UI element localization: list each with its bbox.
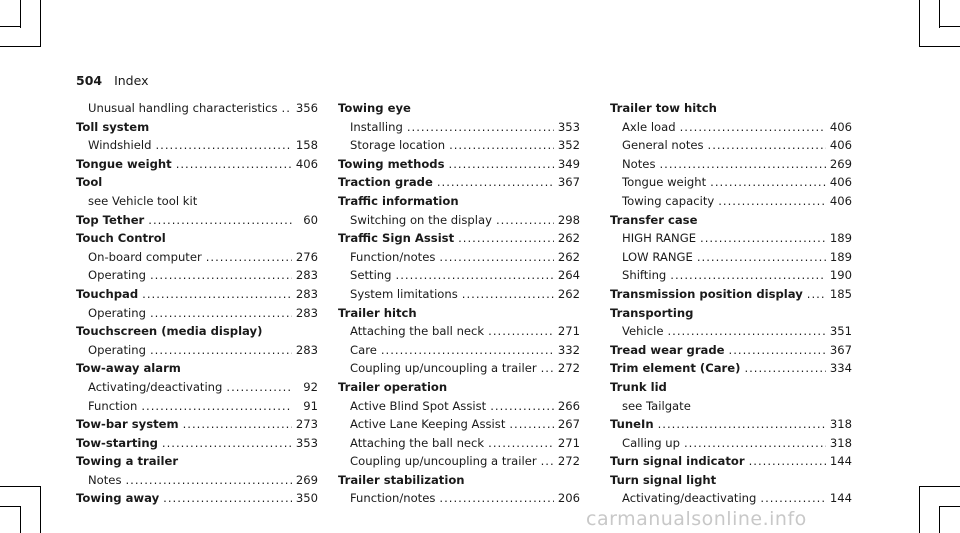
page-reference[interactable]: 406 <box>829 138 852 153</box>
index-subentry <box>76 304 318 323</box>
page-reference[interactable]: 349 <box>557 156 580 171</box>
dot-leader <box>163 489 292 508</box>
entry-label: Traction grade <box>338 175 433 190</box>
page-reference[interactable]: 283 <box>295 342 318 357</box>
entry-label: Calling up <box>622 435 680 450</box>
index-entry <box>76 434 318 453</box>
see-reference-text: see Tailgate <box>622 398 691 413</box>
index-entry <box>610 359 852 378</box>
dot-leader <box>396 266 554 285</box>
watermark: carmanualsonline.info <box>586 508 807 530</box>
index-entry <box>610 415 852 434</box>
entry-label: Storage location <box>350 138 446 153</box>
dot-leader <box>490 397 554 416</box>
page-reference[interactable]: 352 <box>557 138 580 153</box>
index-column-3 <box>610 99 852 508</box>
dot-leader <box>150 304 292 323</box>
index-heading <box>76 452 318 471</box>
page-reference[interactable]: 356 <box>295 101 318 115</box>
dot-leader <box>150 341 292 360</box>
index-subentry <box>76 397 318 416</box>
section-title: Index <box>114 73 149 88</box>
page-reference[interactable]: 283 <box>295 305 318 320</box>
entry-label: Tongue weight <box>622 175 707 190</box>
entry-label: Coupling up/uncoupling a trailer <box>350 361 537 376</box>
dot-leader <box>729 341 826 360</box>
page-reference[interactable]: 353 <box>295 435 318 450</box>
entry-label: Switching on the display <box>350 212 492 227</box>
index-entry <box>338 155 580 174</box>
page-reference[interactable]: 298 <box>557 212 580 227</box>
dot-leader <box>760 489 825 508</box>
dot-leader <box>680 118 826 137</box>
page-reference[interactable]: 332 <box>557 342 580 357</box>
entry-label: System limitations <box>350 286 458 301</box>
index-heading-label: Transporting <box>610 305 694 320</box>
page-reference[interactable]: 144 <box>829 454 852 469</box>
index-subentry <box>338 341 580 360</box>
index-entry <box>76 211 318 230</box>
entry-label: Activating/deactivating <box>622 491 757 506</box>
entry-label: Notes <box>88 472 122 487</box>
crop-mark <box>40 0 41 47</box>
dot-leader <box>439 248 553 267</box>
page-reference[interactable]: 406 <box>829 175 852 190</box>
index-entry <box>76 285 318 304</box>
dot-leader <box>176 155 292 174</box>
page-reference[interactable]: 406 <box>829 119 852 134</box>
entry-label: LOW RANGE <box>622 249 693 264</box>
entry-label: Notes <box>622 156 656 171</box>
index-entry <box>76 489 318 508</box>
dot-leader <box>670 266 826 285</box>
index-heading-label: Trailer tow hitch <box>610 101 717 115</box>
crop-mark <box>0 26 20 27</box>
page-reference[interactable]: 367 <box>829 342 852 357</box>
entry-label: Top Tether <box>76 212 145 227</box>
index-subentry <box>610 229 852 248</box>
entry-label: Shifting <box>622 268 667 283</box>
index-subentry <box>338 452 580 471</box>
page-reference[interactable]: 367 <box>557 175 580 190</box>
page-reference[interactable]: 271 <box>557 324 580 339</box>
entry-label: Touchpad <box>76 286 139 301</box>
entry-label: Active Lane Keeping Assist <box>350 417 506 432</box>
dot-leader <box>458 229 554 248</box>
dot-leader <box>449 155 554 174</box>
dot-leader <box>155 136 291 155</box>
page-reference[interactable]: 189 <box>829 231 852 246</box>
crop-mark <box>919 486 920 533</box>
entry-label: Towing capacity <box>622 193 715 208</box>
index-entry <box>610 452 852 471</box>
page-reference[interactable]: 271 <box>557 435 580 450</box>
entry-label: Vehicle <box>622 324 664 339</box>
index-heading-label: Trunk lid <box>610 379 667 394</box>
entry-label: Unusual handling characteristics <box>88 101 278 115</box>
dot-leader <box>381 341 554 360</box>
entry-label: TuneIn <box>610 417 654 432</box>
dot-leader <box>667 322 825 341</box>
index-heading-label: Transfer case <box>610 212 698 227</box>
index-heading <box>338 471 580 490</box>
index-subentry <box>76 341 318 360</box>
entry-label: Operating <box>88 268 146 283</box>
index-heading <box>76 229 318 248</box>
entry-label: Attaching the ball neck <box>350 324 485 339</box>
dot-leader <box>437 173 554 192</box>
crop-mark <box>940 506 960 507</box>
dot-leader <box>183 415 292 434</box>
crop-mark <box>939 0 940 28</box>
index-subentry <box>76 266 318 285</box>
page-reference[interactable]: 283 <box>295 268 318 283</box>
dot-leader <box>449 136 554 155</box>
index-subentry <box>610 266 852 285</box>
index-heading-label: Turn signal light <box>610 472 717 487</box>
dot-leader <box>660 155 826 174</box>
dot-leader <box>541 359 554 378</box>
index-heading-label: Towing eye <box>338 101 411 115</box>
crop-mark <box>919 486 960 487</box>
dot-leader <box>488 322 554 341</box>
index-subentry <box>610 192 852 211</box>
entry-label: Tow-starting <box>76 435 158 450</box>
index-heading <box>338 378 580 397</box>
page-reference[interactable]: 267 <box>557 417 580 432</box>
page-reference[interactable]: 351 <box>829 324 852 339</box>
dot-leader <box>708 136 826 155</box>
index-heading-label: Traffic information <box>338 193 459 208</box>
entry-label: On-board computer <box>88 249 202 264</box>
index-subentry <box>338 434 580 453</box>
dot-leader <box>488 434 554 453</box>
crop-mark <box>0 486 41 487</box>
dot-leader <box>141 397 292 416</box>
entry-label: Operating <box>88 305 146 320</box>
entry-label: Attaching the ball neck <box>350 435 485 450</box>
entry-label: Traffic Sign Assist <box>338 231 455 246</box>
index-subentry <box>76 378 318 397</box>
index-heading <box>610 471 852 490</box>
index-entry <box>76 415 318 434</box>
index-entry <box>76 155 318 174</box>
entry-label: Care <box>350 342 377 357</box>
entry-label: HIGH RANGE <box>622 231 697 246</box>
crop-mark <box>939 506 940 533</box>
dot-leader <box>710 173 826 192</box>
see-reference-text: see Vehicle tool kit <box>88 193 198 208</box>
index-subentry <box>610 136 852 155</box>
index-heading <box>610 211 852 230</box>
page-reference[interactable]: 91 <box>303 398 318 413</box>
dot-leader <box>744 359 825 378</box>
entry-label: Trim element (Care) <box>610 361 741 376</box>
index-entry <box>338 173 580 192</box>
page-reference[interactable]: 269 <box>295 472 318 487</box>
page-reference[interactable]: 272 <box>557 361 580 376</box>
dot-leader <box>282 99 292 118</box>
index-heading-label: Toll system <box>76 119 150 134</box>
page-reference[interactable]: 262 <box>557 286 580 301</box>
index-subentry <box>338 397 580 416</box>
dot-leader <box>700 229 826 248</box>
dot-leader <box>509 415 553 434</box>
dot-leader <box>807 285 826 304</box>
index-subentry <box>610 322 852 341</box>
index-subentry <box>610 118 852 137</box>
index-heading <box>610 304 852 323</box>
index-heading <box>76 322 318 341</box>
index-see-reference <box>76 192 318 211</box>
page-reference[interactable]: 318 <box>829 435 852 450</box>
index-subentry <box>338 285 580 304</box>
entry-label: Installing <box>350 119 403 134</box>
page-reference[interactable]: 272 <box>557 454 580 469</box>
page-reference[interactable]: 144 <box>829 491 852 506</box>
index-column-2 <box>338 99 580 508</box>
index-subentry <box>76 136 318 155</box>
page-reference[interactable]: 334 <box>829 361 852 376</box>
page-reference[interactable]: 350 <box>295 491 318 506</box>
dot-leader <box>206 248 292 267</box>
index-entry <box>610 285 852 304</box>
page-reference[interactable]: 266 <box>557 398 580 413</box>
index-subentry <box>338 211 580 230</box>
crop-mark <box>919 0 920 47</box>
dot-leader <box>684 434 826 453</box>
entry-label: Function <box>88 398 138 413</box>
entry-label: Operating <box>88 342 146 357</box>
entry-label: Tread wear grade <box>610 342 725 357</box>
index-heading <box>610 378 852 397</box>
index-subentry <box>610 434 852 453</box>
page-reference[interactable]: 158 <box>295 138 318 153</box>
index-subentry <box>76 471 318 490</box>
index-heading-label: Trailer stabilization <box>338 472 465 487</box>
page-reference[interactable]: 262 <box>557 231 580 246</box>
entry-label: Tongue weight <box>76 156 172 171</box>
page-reference[interactable]: 60 <box>303 212 318 227</box>
entry-label: Turn signal indicator <box>610 454 745 469</box>
page-reference[interactable]: 406 <box>829 193 852 208</box>
page-reference[interactable]: 269 <box>829 156 852 171</box>
index-heading <box>76 118 318 137</box>
page-reference[interactable]: 185 <box>829 286 852 301</box>
index-heading-label: Touchscreen (media display) <box>76 324 263 339</box>
dot-leader <box>439 489 553 508</box>
index-heading-label: Touch Control <box>76 231 166 246</box>
entry-label: Active Blind Spot Assist <box>350 398 487 413</box>
entry-label: Tow-bar system <box>76 417 179 432</box>
crop-mark <box>919 46 960 47</box>
index-subentry <box>338 489 580 508</box>
entry-label: Setting <box>350 268 392 283</box>
index-subentry <box>338 266 580 285</box>
index-heading <box>76 173 318 192</box>
index-heading-label: Tool <box>76 175 103 190</box>
index-subentry <box>610 155 852 174</box>
dot-leader <box>749 452 826 471</box>
crop-mark <box>20 0 21 28</box>
dot-leader <box>226 378 292 397</box>
index-subentry <box>76 99 318 118</box>
index-subentry <box>338 248 580 267</box>
dot-leader <box>496 211 554 230</box>
index-subentry <box>610 248 852 267</box>
crop-mark <box>40 486 41 533</box>
page-reference[interactable]: 276 <box>295 249 318 264</box>
index-subentry <box>338 118 580 137</box>
index-subentry <box>610 173 852 192</box>
crop-mark <box>0 46 41 47</box>
index-column-1 <box>76 99 318 508</box>
entry-label: Windshield <box>88 138 152 153</box>
page-reference[interactable]: 264 <box>557 268 580 283</box>
dot-leader <box>126 471 292 490</box>
index-subentry <box>338 415 580 434</box>
entry-label: General notes <box>622 138 704 153</box>
index-heading <box>610 99 852 118</box>
crop-mark <box>20 506 21 533</box>
dot-leader <box>541 452 554 471</box>
entry-label: Towing methods <box>338 156 445 171</box>
crop-mark <box>0 506 20 507</box>
page-reference[interactable]: 92 <box>303 379 318 394</box>
entry-label: Function/notes <box>350 249 436 264</box>
dot-leader <box>462 285 554 304</box>
page-reference[interactable]: 273 <box>295 417 318 432</box>
page-reference[interactable]: 353 <box>557 119 580 134</box>
index-heading <box>338 192 580 211</box>
page-header <box>76 73 149 88</box>
entry-label: Coupling up/uncoupling a trailer <box>350 454 537 469</box>
index-subentry <box>76 248 318 267</box>
entry-label: Towing away <box>76 491 160 506</box>
dot-leader <box>150 266 292 285</box>
dot-leader <box>697 248 826 267</box>
index-heading <box>338 304 580 323</box>
entry-label: Activating/deactivating <box>88 379 223 394</box>
page-reference[interactable]: 206 <box>557 491 580 506</box>
index-heading-label: Trailer hitch <box>338 305 417 320</box>
dot-leader <box>162 434 292 453</box>
crop-mark <box>940 26 960 27</box>
index-heading-label: Towing a trailer <box>76 454 179 469</box>
dot-leader <box>142 285 292 304</box>
page-reference[interactable]: 190 <box>829 268 852 283</box>
index-heading-label: Tow-away alarm <box>76 361 181 376</box>
index-subentry <box>338 322 580 341</box>
index-heading <box>76 359 318 378</box>
page-reference[interactable]: 318 <box>829 417 852 432</box>
index-see-reference <box>610 397 852 416</box>
page-reference[interactable]: 262 <box>557 249 580 264</box>
page-reference[interactable]: 406 <box>295 156 318 171</box>
index-entry <box>338 229 580 248</box>
dot-leader <box>407 118 554 137</box>
page-reference[interactable]: 283 <box>295 286 318 301</box>
entry-label: Function/notes <box>350 491 436 506</box>
index-entry <box>610 341 852 360</box>
entry-label: Transmission position display <box>610 286 803 301</box>
entry-label: Axle load <box>622 119 676 134</box>
index-heading-label: Trailer operation <box>338 379 448 394</box>
index-heading <box>338 99 580 118</box>
dot-leader <box>148 211 292 230</box>
dot-leader <box>658 415 826 434</box>
index-subentry <box>338 136 580 155</box>
index-subentry <box>338 359 580 378</box>
page-number: 504 <box>76 73 103 88</box>
index-subentry <box>610 489 852 508</box>
dot-leader <box>718 192 826 211</box>
page-reference[interactable]: 189 <box>829 249 852 264</box>
